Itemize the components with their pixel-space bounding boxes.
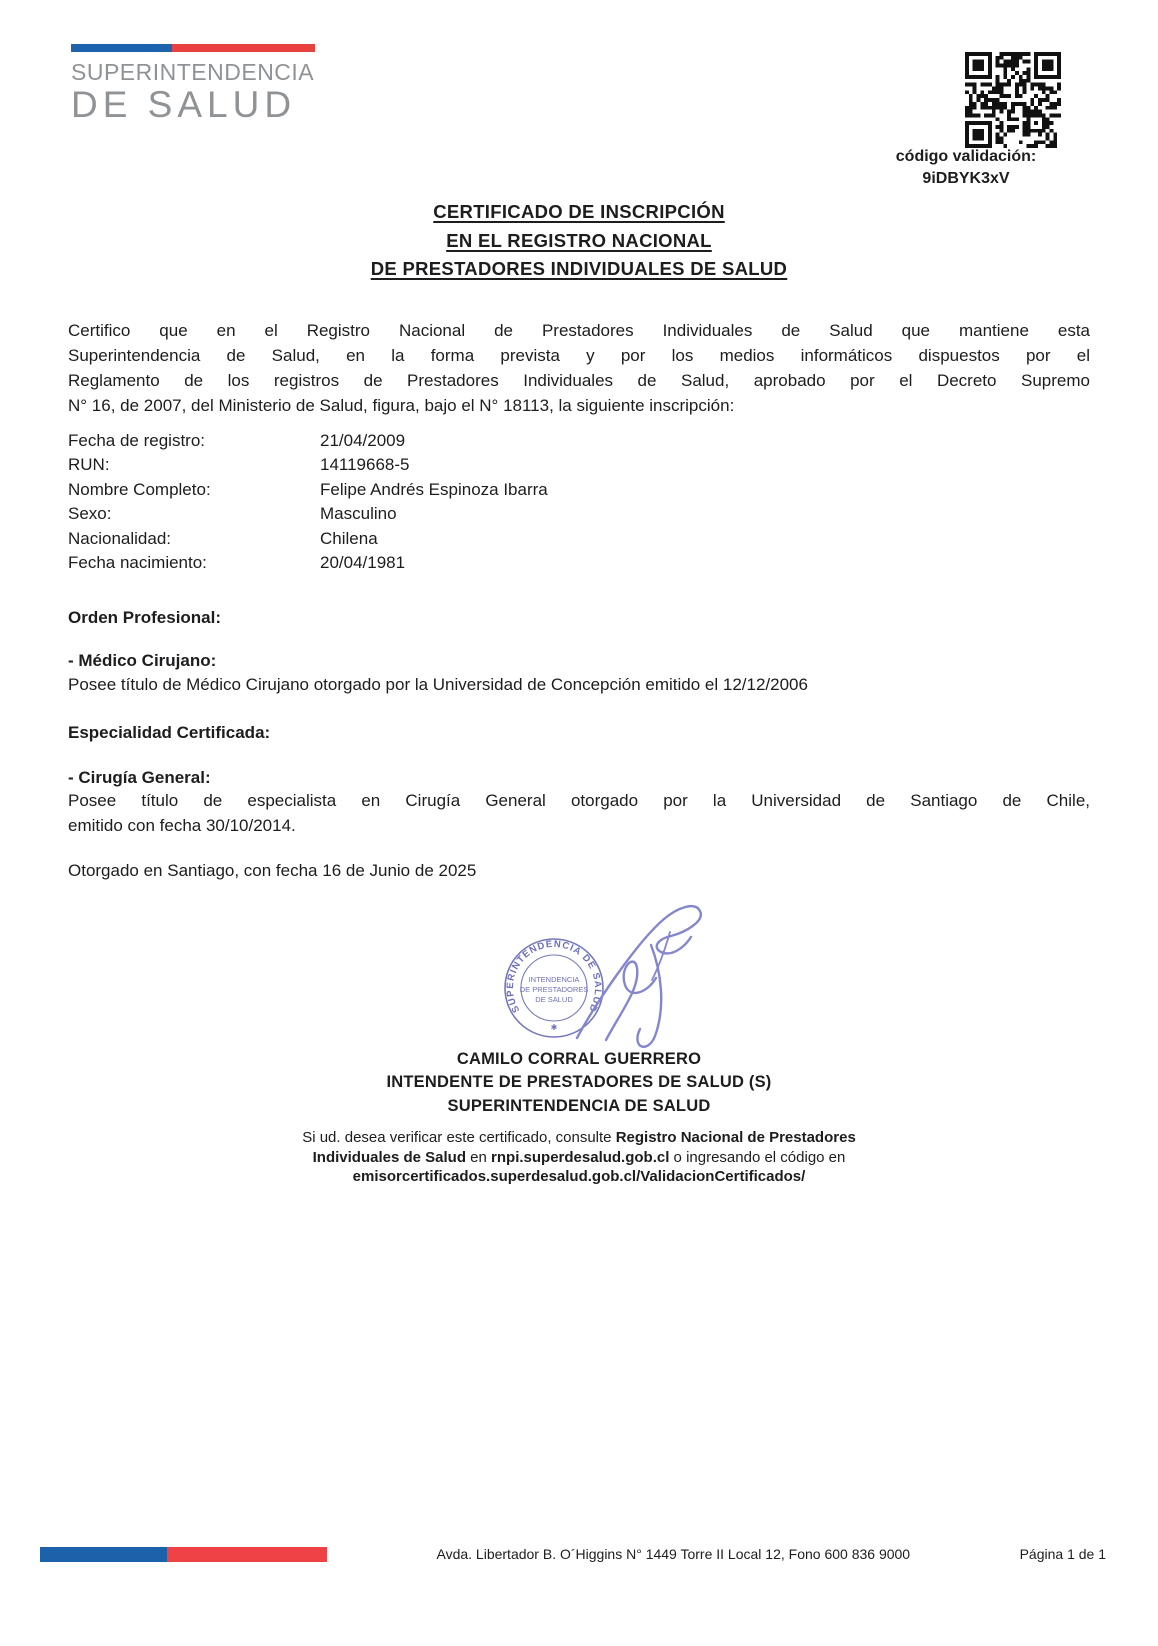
field-value: 14119668-5	[320, 455, 410, 474]
certificate-title-text: CERTIFICADO DE INSCRIPCIÓN	[433, 201, 725, 222]
verification-line	[68, 1148, 1090, 1168]
certificate-title	[68, 198, 1090, 284]
signatory-org: SUPERINTENDENCIA DE SALUD	[447, 1096, 711, 1115]
intro-paragraph	[68, 318, 1090, 418]
footer-flag-red-segment	[167, 1547, 327, 1562]
paragraph-line: Superintendencia de Salud, en la forma prevista y por los medios informáticos dispuestos por el	[68, 345, 1090, 365]
stamp-signature-block	[68, 888, 1090, 1048]
field-value: Felipe Andrés Espinoza Ibarra	[320, 479, 548, 499]
stamp-inner-line-3: DE SALUD	[535, 994, 573, 1004]
stamp-inner-line-1: INTENDENCIA	[528, 974, 580, 984]
field-label: Nacionalidad:	[68, 528, 172, 548]
field-row	[68, 478, 1090, 503]
verification-text: en	[466, 1148, 492, 1166]
paragraph-line: N° 16, de 2007, del Ministerio de Salud, figura, bajo el N° 18113, la siguiente inscripción:	[68, 395, 735, 415]
footer-flag-bar	[40, 1547, 327, 1562]
medico-cirujano-title: - Médico Cirujano:	[68, 650, 217, 670]
paragraph-line: emitido con fecha 30/10/2014.	[68, 815, 296, 835]
signatory-block	[68, 1048, 1090, 1119]
field-label: Nombre Completo:	[68, 479, 211, 499]
field-label: Fecha de registro:	[68, 430, 206, 450]
verification-line	[68, 1167, 1090, 1187]
signatory-role: INTENDENTE DE PRESTADORES DE SALUD (S)	[386, 1073, 772, 1091]
verification-note	[68, 1128, 1090, 1187]
verification-text: Si ud. desea verificar este certificado, consulte	[302, 1129, 616, 1146]
certificate-title-line	[68, 227, 1090, 256]
certificate-title-text: DE PRESTADORES INDIVIDUALES DE SALUD	[370, 258, 788, 279]
fields-table	[68, 429, 1090, 576]
field-label: RUN:	[68, 455, 110, 474]
footer-flag-blue-segment	[40, 1547, 167, 1562]
validation-label: código validación:	[895, 148, 1037, 165]
medico-cirujano-text: Posee título de Médico Cirujano otorgado por la Universidad de Concepción emitido el 12/12/2006	[68, 674, 808, 694]
verification-text: o ingresando el código en	[669, 1148, 846, 1166]
validation-code: 9iDBYK3xV	[922, 169, 1010, 187]
footer-page-number: Página 1 de 1	[1019, 1546, 1106, 1562]
footer-address: Avda. Libertador B. O´Higgins N° 1449 Torre II Local 12, Fono 600 836 9000	[436, 1546, 911, 1562]
field-row	[68, 551, 1090, 576]
page-footer	[40, 1546, 1106, 1562]
verification-bold-text: emisorcertificados.superdesalud.gob.cl/ValidacionCertificados/	[352, 1168, 806, 1185]
field-label: Fecha nacimiento:	[68, 553, 207, 572]
cirugia-general-text	[68, 788, 1090, 838]
certificate-body	[68, 0, 1090, 1187]
field-value: 20/04/1981	[320, 553, 406, 572]
paragraph-line: Certifico que en el Registro Nacional de Prestadores Individuales de Salud que mantiene esta	[68, 320, 1090, 340]
round-stamp	[505, 938, 603, 1036]
field-row	[68, 502, 1090, 527]
signatory-name: CAMILO CORRAL GUERRERO	[456, 1049, 702, 1068]
logo-text-top: SUPERINTENDENCIA	[71, 59, 315, 85]
especialidad-heading: Especialidad Certificada:	[68, 722, 271, 742]
orden-profesional-heading: Orden Profesional:	[68, 607, 222, 627]
field-value: Masculino	[320, 504, 397, 523]
verification-line	[68, 1128, 1090, 1148]
paragraph-line: Reglamento de los registros de Prestadores Individuales de Salud, aprobado por el Decreto Supremo	[68, 370, 1090, 390]
field-row	[68, 527, 1090, 552]
cirugia-general-title: - Cirugía General:	[68, 767, 211, 787]
field-label: Sexo:	[68, 504, 112, 523]
verification-bold-text: Individuales de Salud	[312, 1148, 466, 1166]
issued-line: Otorgado en Santiago, con fecha 16 de Junio de 2025	[68, 860, 477, 880]
certificate-title-text: EN EL REGISTRO NACIONAL	[446, 229, 712, 251]
field-row	[68, 453, 1090, 478]
paragraph-line: Posee título de especialista en Cirugía General otorgado por la Universidad de Santiago de Chile,	[68, 790, 1090, 810]
logo-text-bottom: DE SALUD	[71, 84, 297, 125]
field-row	[68, 429, 1090, 454]
verification-bold-text: rnpi.superdesalud.gob.cl	[491, 1148, 670, 1166]
field-value: 21/04/2009	[320, 430, 406, 450]
certificate-title-line	[68, 255, 1090, 284]
stamp-star-icon: ✱	[550, 1022, 558, 1032]
verification-bold-text: Registro Nacional de Prestadores	[615, 1129, 856, 1146]
certificate-title-line	[68, 198, 1090, 227]
stamp-ring-text: SUPERINTENDENCIA DE SALUD	[504, 938, 604, 1014]
field-value: Chilena	[320, 528, 378, 548]
stamp-and-signature	[414, 888, 744, 1048]
stamp-inner-line-2: DE PRESTADORES	[519, 984, 589, 994]
